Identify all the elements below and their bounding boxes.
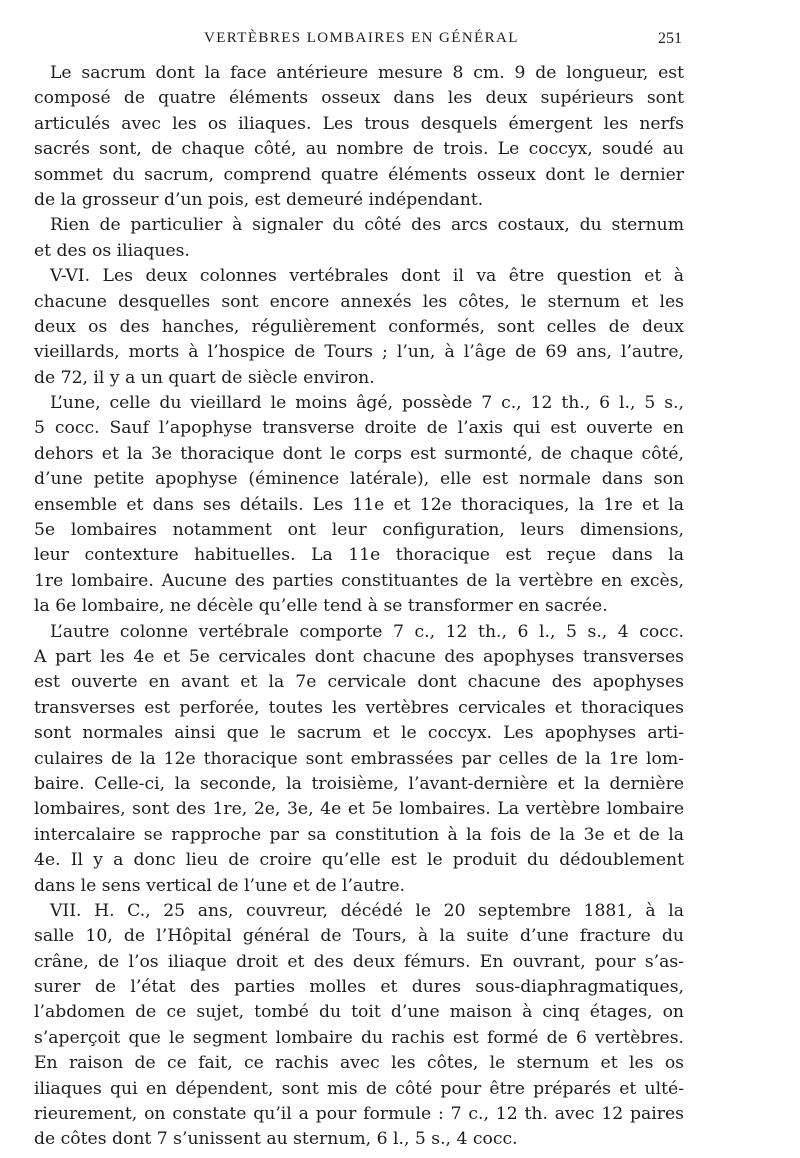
text-line: A part les 4e et 5e cervicales dont chacune des apophyses transverses <box>34 646 684 667</box>
text-line: transverses est perforée, toutes les vertèbres cervicales et thoraciques <box>34 697 684 718</box>
text-line: articulés avec les os iliaques. Les trous desquels émergent les nerfs <box>34 113 684 134</box>
text-line: sacrés sont, de chaque côté, au nombre de trois. Le coccyx, soudé au <box>34 139 684 160</box>
text-line: de 72, il y a un quart de siècle environ. <box>34 367 375 388</box>
text-line: la 6e lombaire, ne décèle qu’elle tend à se transformer en sacrée. <box>34 596 608 617</box>
text-line: L’autre colonne vertébrale comporte 7 c., 12 th., 6 l., 5 s., 4 cocc. <box>50 621 684 642</box>
text-line: de côtes dont 7 s’unissent au sternum, 6 l., 5 s., 4 cocc. <box>34 1129 518 1150</box>
page-number: 251 <box>658 30 682 47</box>
text-line: de la grosseur d’un pois, est demeuré indépendant. <box>34 189 484 210</box>
text-line: 4e. Il y a donc lieu de croire qu’elle est le produit du dédoublement <box>34 850 684 871</box>
text-line: 5 cocc. Sauf l’apophyse transverse droite de l’axis qui est ouverte en <box>34 418 684 439</box>
text-line: salle 10, de l’Hôpital général de Tours, à la suite d’une fracture du <box>34 926 684 947</box>
running-title: VERTÈBRES LOMBAIRES EN GÉNÉRAL <box>204 30 519 46</box>
text-line: VII. H. C., 25 ans, couvreur, décédé le 20 septembre 1881, à la <box>50 900 684 921</box>
text-line: chacune desquelles sont encore annexés les côtes, le sternum et les <box>34 291 684 312</box>
text-line: s’aperçoit que le segment lombaire du rachis est formé de 6 vertèbres. <box>34 1027 684 1048</box>
text-line: composé de quatre éléments osseux dans les deux supérieurs sont <box>34 88 684 109</box>
text-line: L’une, celle du vieillard le moins âgé, possède 7 c., 12 th., 6 l., 5 s., <box>50 393 684 414</box>
text-line: V-VI. Les deux colonnes vertébrales dont il va être question et à <box>50 266 684 287</box>
text-line: ensemble et dans ses détails. Les 11e et 12e thoraciques, la 1re et la <box>34 494 684 515</box>
text-line: intercalaire se rapproche par sa constitution à la fois de la 3e et de la <box>34 824 684 845</box>
text-line: d’une petite apophyse (éminence latérale), elle est normale dans son <box>34 469 684 490</box>
text-line: leur contexture habituelles. La 11e thoracique est reçue dans la <box>34 545 684 566</box>
running-header <box>34 30 682 52</box>
text-line: culaires de la 12e thoracique sont embrassées par celles de la 1re lom- <box>34 748 684 769</box>
text-line: baire. Celle-ci, la seconde, la troisième, l’avant-dernière et la dernière <box>34 773 684 794</box>
text-line: En raison de ce fait, ce rachis avec les côtes, le sternum et les os <box>34 1053 684 1074</box>
text-line: Rien de particulier à signaler du côté des arcs costaux, du sternum <box>50 215 684 236</box>
text-line: l’abdomen de ce sujet, tombé du toit d’une maison à cinq étages, on <box>34 1002 684 1023</box>
text-line: est ouverte en avant et la 7e cervicale dont chacune des apophyses <box>34 672 684 693</box>
text-line: et des os iliaques. <box>34 240 190 261</box>
text-line: vieillards, morts à l’hospice de Tours ; l’un, à l’âge de 69 ans, l’autre, <box>34 342 684 363</box>
text-line: surer de l’état des parties molles et dures sous-diaphragmatiques, <box>34 977 684 998</box>
text-line: sont normales ainsi que le sacrum et le coccyx. Les apophyses arti- <box>34 723 684 744</box>
text-line: sommet du sacrum, comprend quatre éléments osseux dont le dernier <box>34 164 684 185</box>
text-line: lombaires, sont des 1re, 2e, 3e, 4e et 5e lombaires. La vertèbre lombaire <box>34 799 684 820</box>
text-line: crâne, de l’os iliaque droit et des deux fémurs. En ouvrant, pour s’as- <box>34 951 684 972</box>
text-line: Le sacrum dont la face antérieure mesure 8 cm. 9 de longueur, est <box>50 63 684 83</box>
text-line: dans le sens vertical de l’une et de l’autre. <box>34 875 405 896</box>
text-line: iliaques qui en dépendent, sont mis de côté pour être préparés et ulté- <box>34 1078 684 1099</box>
text-line: 1re lombaire. Aucune des parties constituantes de la vertèbre en excès, <box>34 570 684 591</box>
text-line: 5e lombaires notamment ont leur configuration, leurs dimensions, <box>34 520 684 541</box>
text-line: dehors et la 3e thoracique dont le corps est surmonté, de chaque côté, <box>34 443 684 464</box>
text-line: deux os des hanches, régulièrement conformés, sont celles de deux <box>34 316 684 337</box>
text-line: rieurement, on constate qu’il a pour formule : 7 c., 12 th. avec 12 paires <box>34 1104 684 1125</box>
body-text <box>34 61 684 1153</box>
